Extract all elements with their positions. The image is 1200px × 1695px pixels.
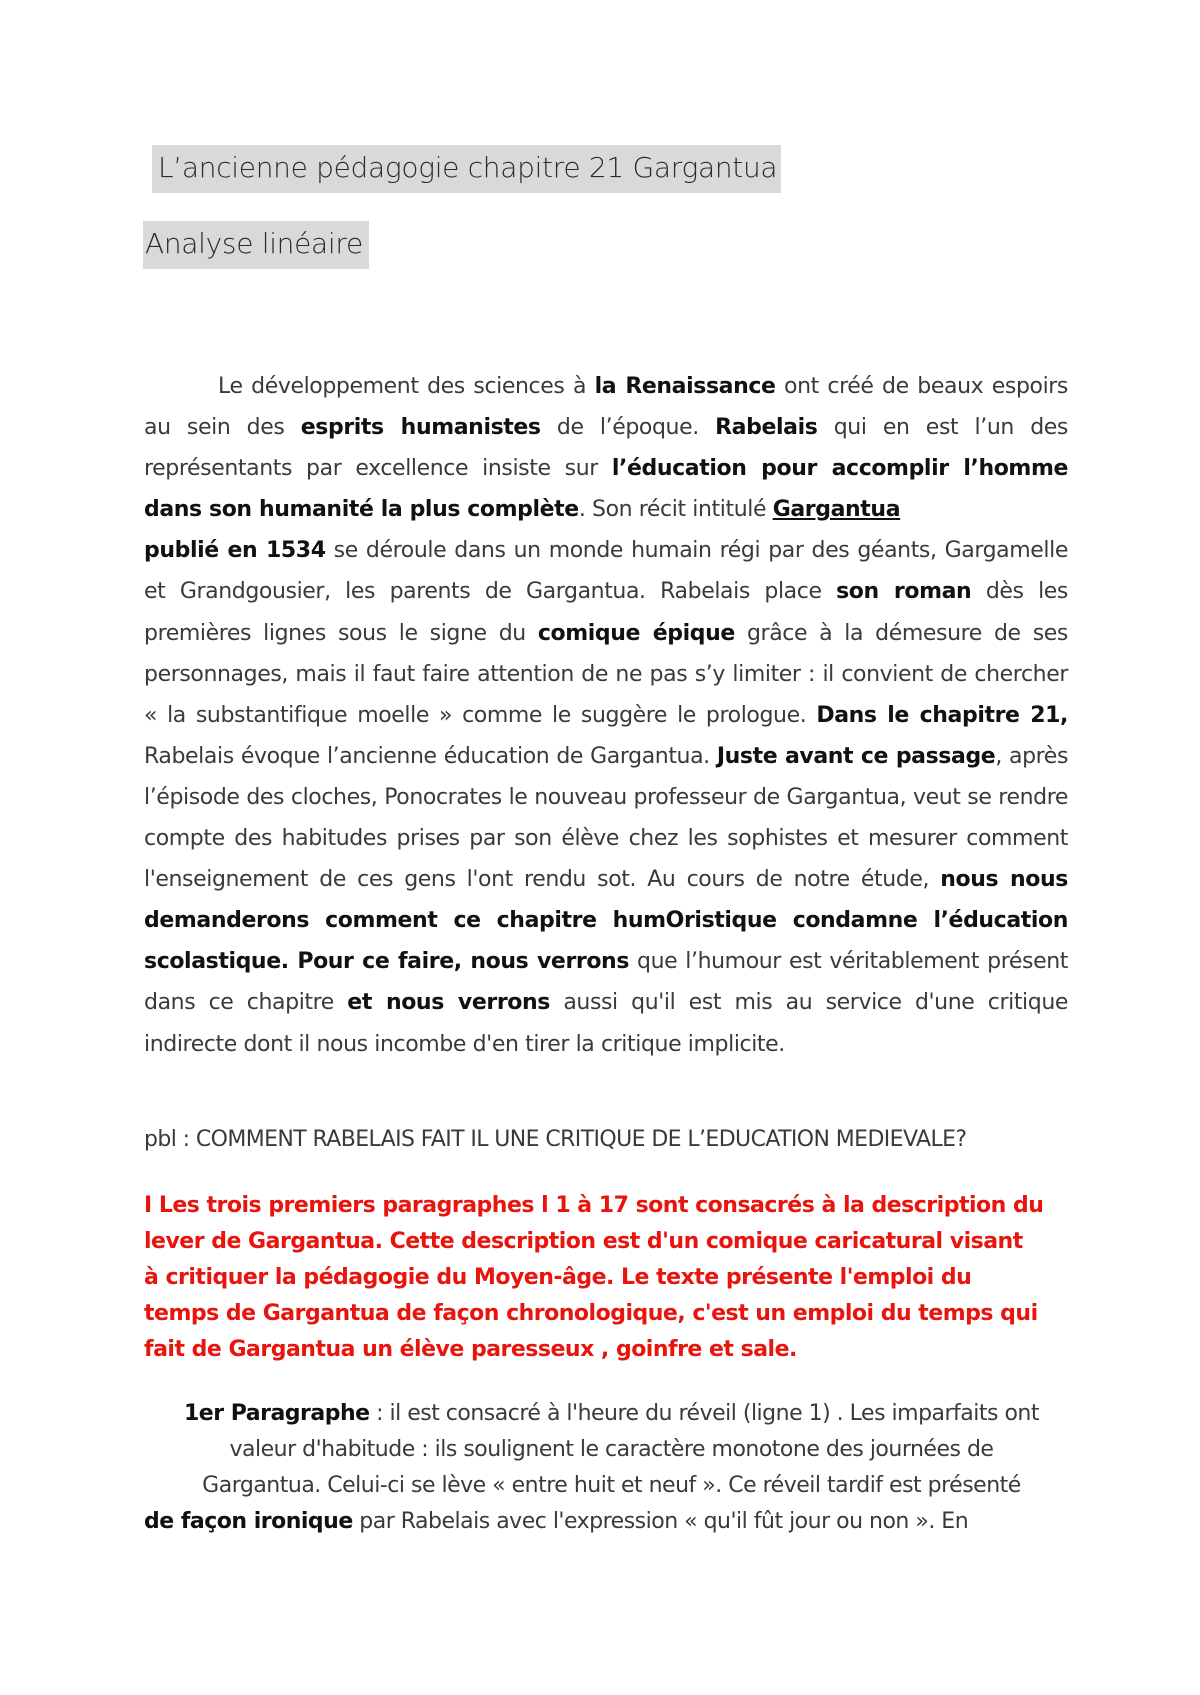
intro-text-run: . Son récit intitulé <box>578 497 773 523</box>
intro-bold-run: son roman <box>836 579 972 605</box>
paragraph-line-1 <box>144 1396 1079 1432</box>
intro-text-run: aussi qu'il est mis au service d'une critique indirecte dont il nous incombe d'en tirer la critique implicite. <box>144 990 1069 1057</box>
intro-bold-run: la Renaissance <box>594 374 776 399</box>
intro-bold-run: Juste avant ce passage <box>716 743 996 769</box>
paragraph-line-4-bold: de façon ironique <box>144 1509 353 1534</box>
paragraph-line-4 <box>144 1504 1079 1540</box>
intro-bold-run: Rabelais <box>715 415 818 441</box>
paragraph-line-1-text: : il est consacré à l'heure du réveil (ligne 1) . Les imparfaits ont <box>369 1401 1040 1426</box>
intro-bold-run: comique épique <box>537 620 735 646</box>
introduction-paragraph <box>144 366 1068 1065</box>
intro-text-run: se déroule dans un monde humain régi par des géants, Gargamelle et Grandgousier, les parents de Gargantua. Rabelais place <box>144 538 1068 605</box>
paragraph-lead: 1er Paragraphe <box>183 1401 370 1426</box>
intro-text-run: de l’époque. <box>540 415 716 441</box>
intro-text-run: Rabelais évoque l’ancienne éducation de Gargantua. <box>144 743 717 769</box>
document-subtitle: Analyse linéaire <box>143 221 369 269</box>
paragraph-line-2: valeur d'habitude : ils soulignent le caractère monotone des journées de <box>229 1437 994 1462</box>
intro-text-run: grâce à la démesure de ses personnages, mais il faut faire attention de ne pas s’y limiter : il convient de chercher « la substantifique moelle » comme le suggère le prologue. <box>144 620 1068 728</box>
intro-bold-run: esprits humanistes <box>300 415 541 441</box>
intro-text-run: dès les premières lignes sous le signe du <box>144 579 1068 646</box>
intro-bold-run: nous nous demanderons comment ce chapitre humOristique condamne l’éducation scolastique. Pour ce faire, nous verrons <box>144 867 1068 975</box>
problematique-line: pbl : COMMENT RABELAIS FAIT IL UNE CRITIQUE DE L’EDUCATION MEDIEVALE? <box>144 1127 967 1152</box>
first-paragraph-analysis <box>144 1396 1079 1540</box>
intro-bold-run: et nous verrons <box>347 990 550 1016</box>
intro-bold-run: l’éducation pour accomplir l’homme dans son humanité la plus complète <box>144 456 1068 523</box>
document-title: L’ancienne pédagogie chapitre 21 Gargantua <box>152 145 781 193</box>
part-one-heading: I Les trois premiers paragraphes l 1 à 17 sont consacrés à la description du lever de Gargantua. Cette description est d'un comique caricatural visant à critiquer la pédagogie du Moyen-âge. Le texte présente l'emploi du temps de Gargantua de façon chronologique, c'est un emploi du temps qui fait de Gargantua un élève paresseux , goinfre et sale. <box>144 1193 1044 1362</box>
intro-text-run: Le développement des sciences à <box>218 374 595 399</box>
intro-text-run: que l’humour est véritablement présent dans ce chapitre <box>144 949 1068 1016</box>
intro-underlined-title: Gargantua <box>772 497 901 523</box>
intro-text-run: , après l’épisode des cloches, Ponocrates le nouveau professeur de Gargantua, veut se rendre compte des habitudes prises par son élève chez les sophistes et mesurer comment l'enseignement de ces gens l'ont rendu sot. Au cours de notre étude, <box>144 743 1069 893</box>
paragraph-line-4-text: par Rabelais avec l'expression « qu'il fût jour ou non ». En <box>352 1509 969 1534</box>
paragraph-line-3: Gargantua. Celui-ci se lève « entre huit et neuf ». Ce réveil tardif est présenté <box>202 1473 1021 1498</box>
intro-bold-run: Dans le chapitre 21, <box>816 702 1068 728</box>
intro-bold-run: publié en 1534 <box>144 538 326 564</box>
intro-text-run: ont créé de beaux espoirs au sein des <box>144 374 1068 441</box>
intro-text-run: qui en est l’un des représentants par excellence insiste sur <box>144 415 1068 482</box>
